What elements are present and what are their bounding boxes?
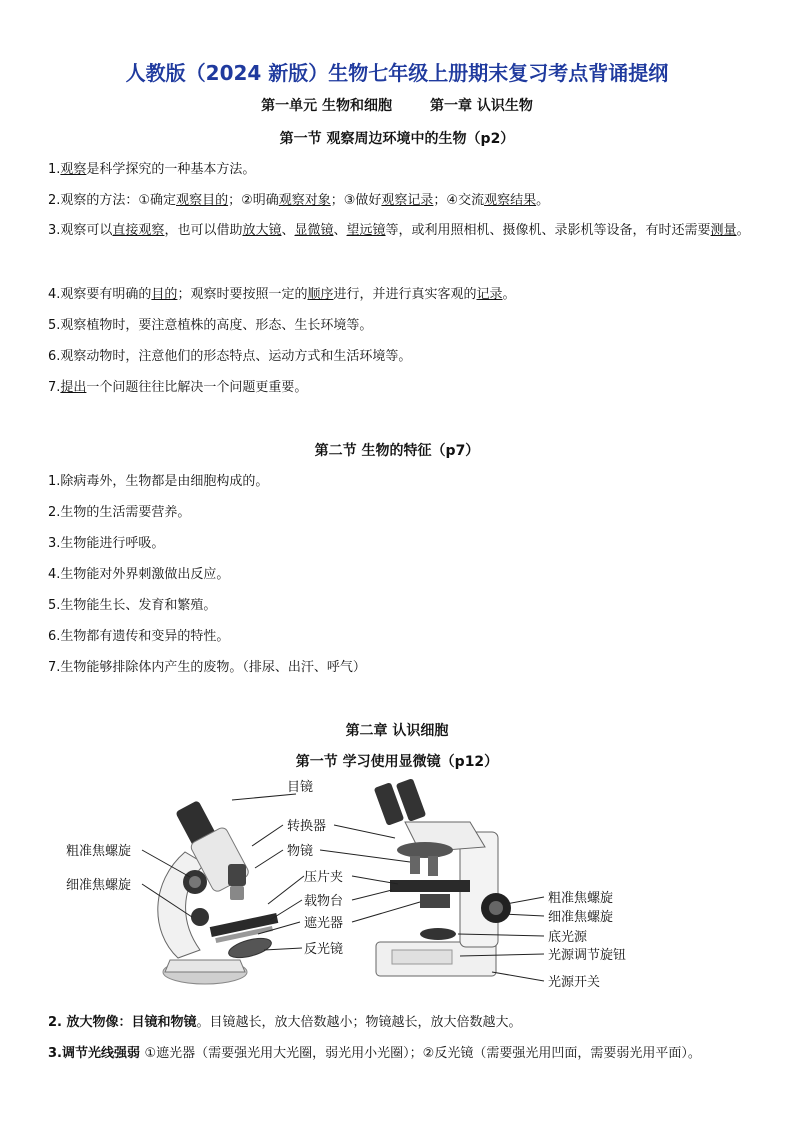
keyword: 直接观察	[112, 223, 165, 238]
label-fine-focus-right: 细准焦螺旋	[548, 910, 614, 925]
s1-item-5	[48, 317, 372, 334]
item-text: 。	[502, 287, 516, 302]
item-text: 观察植物时，要注意植株的高度、形态、生长环境等。	[60, 318, 373, 333]
c2-item-2	[48, 1014, 522, 1031]
label-fine-focus-left: 细准焦螺旋	[66, 878, 132, 893]
item-text: ；②明确	[228, 193, 279, 208]
item-text: 观察可以	[60, 223, 113, 238]
section1-heading: 第一节 观察周边环境中的生物（p2）	[279, 131, 515, 147]
keyword: 观察	[60, 162, 87, 177]
item-text: 进行，并进行真实客观的	[333, 287, 477, 302]
item-text: ；④交流	[433, 193, 485, 208]
keyword: 放大镜	[242, 223, 282, 238]
microscope-figure	[0, 772, 794, 1002]
s1-item-2	[48, 192, 549, 209]
item-text: 观察要有明确的	[60, 287, 152, 302]
label-stage: 载物台	[304, 894, 344, 909]
label-light-switch: 光源开关	[548, 975, 601, 990]
keyword: 测量	[710, 223, 737, 238]
keyword: 记录	[476, 287, 503, 302]
item-number: 1.	[48, 162, 61, 177]
s2-item-5: 5.生物能生长、发育和繁殖。	[48, 598, 217, 613]
s2-item-7: 7.生物能够排除体内产生的废物。（排尿、出汗、呼气）	[48, 660, 366, 675]
item-number: 2.	[48, 193, 61, 208]
label-coarse-focus-right: 粗准焦螺旋	[548, 891, 614, 906]
item-text: ①遮光器（需要强光用大光圈，弱光用小光圈）；②反光镜（需要强光用凹面，需要弱光用平面）。	[144, 1046, 701, 1061]
keyword: 观察结果	[484, 193, 537, 208]
label-coarse-focus-left: 粗准焦螺旋	[66, 844, 132, 859]
item-text: 观察动物时，注意他们的形态特点、运动方式和生活环境等。	[60, 349, 412, 364]
item-number: 3.	[48, 223, 61, 238]
label-base-light: 底光源	[548, 930, 588, 945]
s1-item-3	[48, 215, 776, 246]
c2-item-3	[48, 1045, 701, 1062]
item-text: 、	[333, 223, 347, 238]
keyword: 目的	[151, 287, 178, 302]
keyword: 观察目的	[176, 193, 229, 208]
s1-item-7	[48, 379, 307, 396]
item-text: 等，或利用照相机、摄像机、录影机等设备，有时还需要	[385, 223, 711, 238]
item-text: 一个问题往往比解决一个问题更重要。	[86, 380, 308, 395]
unit-chapter-heading	[0, 95, 794, 115]
chapter-heading: 第一章 认识生物	[430, 98, 533, 114]
s2-item-4: 4.生物能对外界刺激做出反应。	[48, 567, 230, 582]
chapter2-section1-heading: 第一节 学习使用显微镜（p12）	[295, 754, 499, 770]
keyword: 观察对象	[278, 193, 331, 208]
item-lead: 3.调节光线强弱	[48, 1046, 145, 1061]
label-stage-clip: 压片夹	[304, 870, 344, 885]
label-eyepiece: 目镜	[287, 780, 314, 795]
item-number: 4.	[48, 287, 61, 302]
chapter2-heading: 第二章 认识细胞	[345, 723, 449, 739]
label-diaphragm: 遮光器	[304, 916, 344, 931]
keyword: 提出	[60, 380, 87, 395]
item-text: ，也可以借助	[164, 223, 243, 238]
item-text: 是科学探究的一种基本方法。	[86, 162, 256, 177]
binocular-microscope-illustration	[374, 778, 511, 976]
section2-heading: 第二节 生物的特征（p7）	[314, 443, 480, 459]
label-objective: 物镜	[287, 844, 314, 859]
label-light-knob: 光源调节旋钮	[548, 948, 627, 963]
keyword: 顺序	[307, 287, 334, 302]
item-text: ；③做好	[330, 193, 382, 208]
item-text: 。	[736, 223, 750, 238]
s2-item-2: 2.生物的生活需要营养。	[48, 505, 191, 520]
s2-item-1: 1.除病毒外，生物都是由细胞构成的。	[48, 474, 269, 489]
label-nosepiece: 转换器	[287, 819, 327, 834]
page-title: 人教版（2024 新版）生物七年级上册期末复习考点背诵提纲	[125, 61, 669, 85]
item-lead: 2. 放大物像：目镜和物镜	[48, 1015, 197, 1030]
item-text: 、	[281, 223, 295, 238]
item-text: 。	[536, 193, 550, 208]
item-number: 6.	[48, 349, 61, 364]
unit-heading: 第一单元 生物和细胞	[261, 98, 392, 114]
s2-item-3: 3.生物能进行呼吸。	[48, 536, 165, 551]
monocular-microscope-illustration	[158, 800, 278, 984]
keyword: 显微镜	[294, 223, 334, 238]
item-text: ；观察时要按照一定的	[177, 287, 308, 302]
keyword: 望远镜	[346, 223, 386, 238]
keyword: 观察记录	[381, 193, 434, 208]
label-mirror: 反光镜	[304, 942, 344, 957]
item-text: 观察的方法：①确定	[60, 193, 177, 208]
item-number: 5.	[48, 318, 61, 333]
s1-item-4	[48, 286, 516, 303]
figure-labels	[66, 779, 626, 990]
item-number: 7.	[48, 380, 61, 395]
item-text: 。目镜越长，放大倍数越小；物镜越长，放大倍数越大。	[196, 1015, 522, 1030]
s2-item-6: 6.生物都有遗传和变异的特性。	[48, 629, 230, 644]
s1-item-1	[48, 161, 255, 178]
s1-item-6	[48, 348, 411, 365]
